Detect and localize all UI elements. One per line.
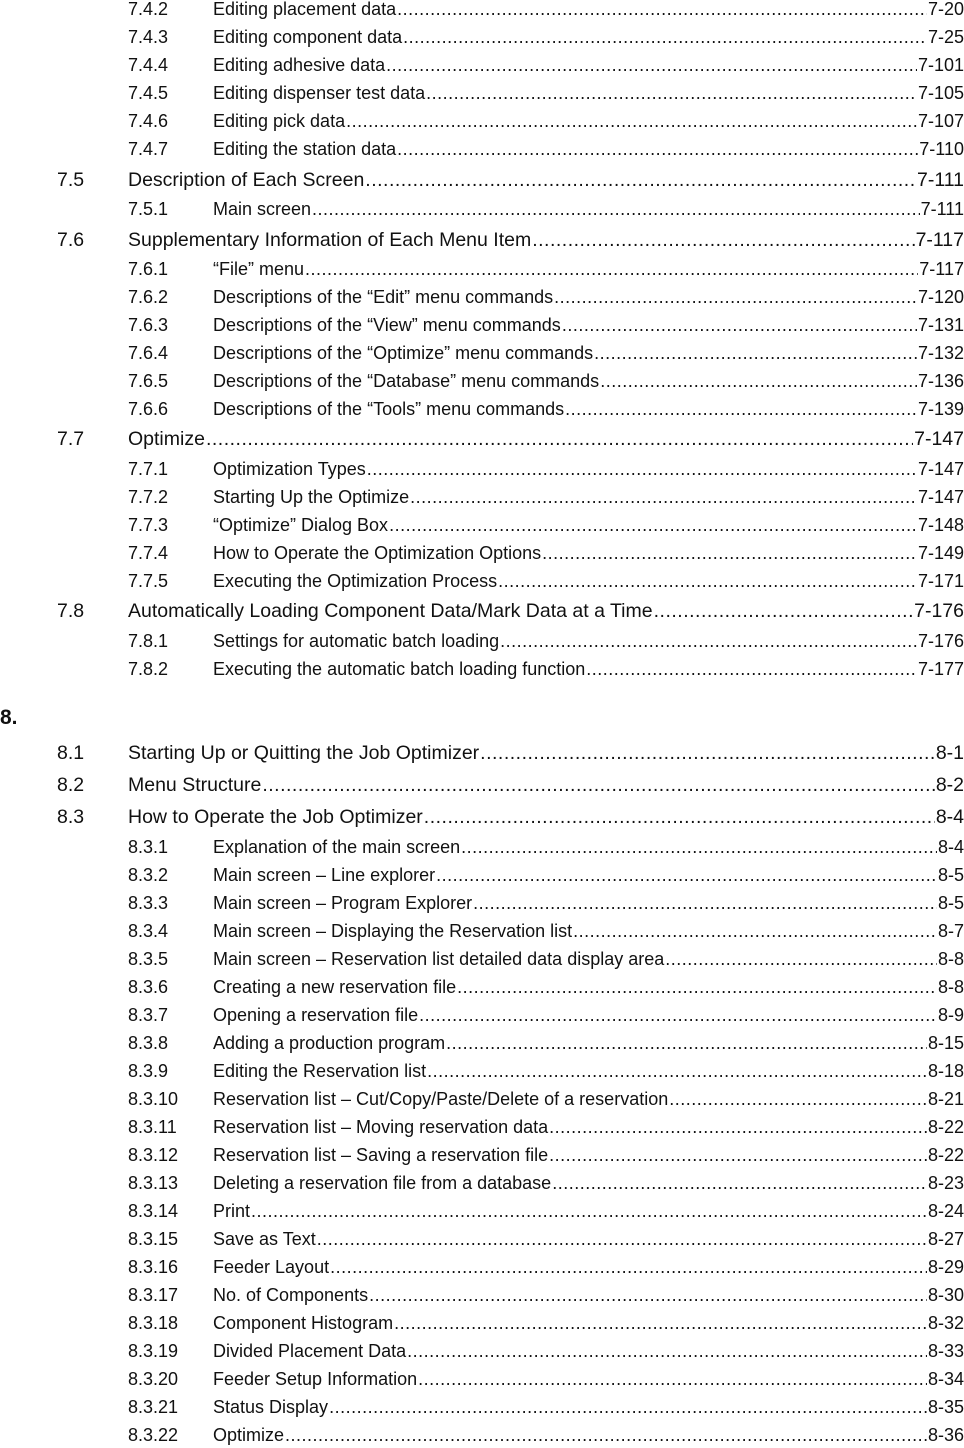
dot-leader — [542, 540, 917, 566]
toc-entry[interactable] — [57, 598, 964, 624]
dot-leader — [436, 862, 937, 888]
toc-entry[interactable] — [128, 1058, 964, 1084]
section-title[interactable]: Descriptions of the “Edit” menu commands — [213, 287, 554, 307]
toc-entry[interactable] — [128, 108, 964, 134]
page-number: 7-136 — [917, 371, 964, 391]
dot-leader — [586, 656, 917, 682]
page-number: 7-20 — [927, 0, 964, 19]
section-number: 7.5 — [57, 169, 85, 191]
toc-entry[interactable] — [128, 540, 964, 566]
toc-entry[interactable] — [128, 340, 964, 366]
toc-entry[interactable] — [128, 0, 964, 22]
page-number: 8-35 — [927, 1397, 964, 1417]
page-number: 7-25 — [927, 27, 964, 47]
page-number: 7-171 — [917, 571, 964, 591]
section-number: 7.4.6 — [128, 111, 169, 131]
dot-leader — [424, 804, 935, 830]
toc-entry[interactable] — [128, 1142, 964, 1168]
section-number: 8.3.22 — [128, 1425, 179, 1445]
dot-leader — [285, 1422, 927, 1448]
dot-leader — [367, 456, 917, 482]
dot-leader — [600, 368, 917, 394]
page-number: 7-131 — [917, 315, 964, 335]
page-number: 7-147 — [917, 487, 964, 507]
dot-leader — [532, 227, 914, 253]
page-number: 8-30 — [927, 1285, 964, 1305]
toc-entry[interactable] — [128, 24, 964, 50]
page-number: 8-34 — [927, 1369, 964, 1389]
section-title[interactable]: Executing the Optimization Process — [213, 571, 498, 591]
section-number: 7.7.3 — [128, 515, 169, 535]
section-number: 7.7.4 — [128, 543, 169, 563]
section-number: 8.3.12 — [128, 1145, 179, 1165]
dot-leader — [403, 24, 927, 50]
section-number: 7.4.3 — [128, 27, 169, 47]
page-number: 7-107 — [917, 111, 964, 131]
page-number: 8-22 — [927, 1145, 964, 1165]
section-title[interactable]: Feeder Layout — [213, 1257, 330, 1277]
toc-entry[interactable] — [128, 396, 964, 422]
toc-entry[interactable] — [128, 136, 964, 162]
dot-leader — [365, 167, 916, 193]
section-title[interactable]: Main screen – Line explorer — [213, 865, 436, 885]
toc-entry[interactable] — [128, 1394, 964, 1420]
section-number: 8.3.20 — [128, 1369, 179, 1389]
section-title[interactable]: Creating a new reservation file — [213, 977, 457, 997]
toc-entry[interactable] — [128, 946, 964, 972]
section-title[interactable]: “Optimize” Dialog Box — [213, 515, 389, 535]
dot-leader — [480, 740, 935, 766]
toc-entry[interactable] — [128, 512, 964, 538]
section-title[interactable]: Settings for automatic batch loading — [213, 631, 500, 651]
chapter-heading: 8. — [0, 706, 18, 729]
section-number: 7.7.5 — [128, 571, 169, 591]
dot-leader — [317, 1226, 927, 1252]
section-title[interactable]: Explanation of the main screen — [213, 837, 461, 857]
section-number: 7.6 — [57, 229, 85, 251]
page-number: 8-1 — [935, 742, 964, 764]
toc-entry[interactable] — [128, 456, 964, 482]
dot-leader — [206, 426, 913, 452]
section-number: 8.3.1 — [128, 837, 169, 857]
section-title[interactable]: Editing component data — [213, 27, 403, 47]
section-title[interactable]: How to Operate the Optimization Options — [213, 543, 542, 563]
section-number: 8.3.18 — [128, 1313, 179, 1333]
dot-leader — [397, 0, 927, 22]
dot-leader — [346, 108, 917, 134]
dot-leader — [419, 1002, 937, 1028]
toc-entry[interactable] — [128, 656, 964, 682]
toc-entry[interactable] — [57, 426, 964, 452]
page-number: 8-22 — [927, 1117, 964, 1137]
dot-leader — [665, 946, 937, 972]
dot-leader — [654, 598, 914, 624]
section-title[interactable]: “File” menu — [213, 259, 305, 279]
section-title[interactable]: Main screen — [213, 199, 312, 219]
dot-leader — [498, 568, 917, 594]
section-number: 7.8 — [57, 600, 85, 622]
dot-leader — [549, 1114, 927, 1140]
section-title[interactable]: Divided Placement Data — [213, 1341, 407, 1361]
section-title[interactable]: Editing dispenser test data — [213, 83, 426, 103]
section-number: 7.6.5 — [128, 371, 169, 391]
section-title[interactable]: Optimization Types — [213, 459, 366, 479]
toc-entry[interactable] — [128, 52, 964, 78]
page-number: 7-117 — [915, 229, 964, 251]
page-number: 8-18 — [927, 1061, 964, 1081]
section-number: 8.2 — [57, 774, 85, 796]
page-number: 7-176 — [917, 631, 964, 651]
page-number: 8-7 — [937, 921, 964, 941]
section-title[interactable]: Save as Text — [213, 1229, 316, 1249]
dot-leader — [594, 340, 917, 366]
dot-leader — [554, 284, 917, 310]
dot-leader — [461, 834, 937, 860]
toc-entry[interactable] — [128, 568, 964, 594]
section-title[interactable]: Editing the Reservation list — [213, 1061, 427, 1081]
dot-leader — [386, 52, 917, 78]
section-title[interactable]: Menu Structure — [128, 774, 262, 796]
toc-entry[interactable] — [57, 772, 964, 798]
section-number: 8.3.10 — [128, 1089, 179, 1109]
page-number: 8-15 — [927, 1033, 964, 1053]
section-title[interactable]: Supplementary Information of Each Menu Item — [128, 229, 532, 251]
section-number: 8.3.11 — [128, 1117, 177, 1137]
section-number: 8.3.6 — [128, 977, 169, 997]
section-title[interactable]: Descriptions of the “View” menu commands — [213, 315, 561, 335]
dot-leader — [500, 628, 917, 654]
toc-entry[interactable] — [128, 628, 964, 654]
toc-entry[interactable] — [128, 1030, 964, 1056]
dot-leader — [407, 1338, 927, 1364]
dot-leader — [418, 1366, 927, 1392]
toc-entry[interactable] — [128, 1338, 964, 1364]
toc-entry[interactable] — [128, 1282, 964, 1308]
page-number: 7-110 — [919, 139, 964, 159]
section-number: 7.8.2 — [128, 659, 169, 679]
page-number: 8-27 — [927, 1229, 964, 1249]
dot-leader — [397, 136, 918, 162]
section-number: 7.6.3 — [128, 315, 169, 335]
page-number: 8-29 — [927, 1257, 964, 1277]
section-number: 7.5.1 — [128, 199, 169, 219]
page-number: 8-5 — [937, 865, 964, 885]
page-number: 7-148 — [917, 515, 964, 535]
section-title[interactable]: Descriptions of the “Database” menu commands — [213, 371, 600, 391]
section-title[interactable]: Component Histogram — [213, 1313, 394, 1333]
page-number: 7-147 — [914, 428, 964, 450]
page-number: 8-5 — [937, 893, 964, 913]
toc-entry[interactable] — [128, 1366, 964, 1392]
section-title[interactable]: Main screen – Displaying the Reservation list — [213, 921, 573, 941]
dot-leader — [427, 1058, 927, 1084]
toc-entry[interactable] — [128, 284, 964, 310]
page-number: 8-33 — [927, 1341, 964, 1361]
page-number: 8-24 — [927, 1201, 964, 1221]
section-title[interactable]: Deleting a reservation file from a database — [213, 1173, 552, 1193]
section-title[interactable]: Editing pick data — [213, 111, 346, 131]
section-number: 8.3 — [57, 806, 85, 828]
section-title[interactable]: Main screen – Reservation list detailed data display area — [213, 949, 665, 969]
page-number: 7-105 — [917, 83, 964, 103]
page-number: 7-117 — [919, 259, 964, 279]
section-title[interactable]: Starting Up the Optimize — [213, 487, 410, 507]
dot-leader — [669, 1086, 927, 1112]
page-number: 8-21 — [927, 1089, 964, 1109]
section-number: 7.8.1 — [128, 631, 169, 651]
section-title[interactable]: Reservation list – Moving reservation data — [213, 1117, 549, 1137]
section-number: 8.3.16 — [128, 1257, 179, 1277]
section-number: 8.3.19 — [128, 1341, 179, 1361]
toc-entry[interactable] — [128, 1198, 964, 1224]
dot-leader — [565, 396, 917, 422]
dot-leader — [329, 1394, 927, 1420]
section-number: 7.7.2 — [128, 487, 169, 507]
section-number: 8.3.17 — [128, 1285, 179, 1305]
dot-leader — [549, 1142, 927, 1168]
section-title[interactable]: Editing adhesive data — [213, 55, 386, 75]
toc-entry[interactable] — [128, 974, 964, 1000]
toc-entry[interactable] — [128, 1086, 964, 1112]
section-title[interactable]: Executing the automatic batch loading function — [213, 659, 586, 679]
toc-entry[interactable] — [128, 1114, 964, 1140]
section-title[interactable]: Automatically Loading Component Data/Mark Data at a Time — [128, 600, 653, 622]
toc-entry[interactable] — [128, 1002, 964, 1028]
dot-leader — [562, 312, 917, 338]
toc-entry[interactable] — [57, 804, 964, 830]
page-number: 8-8 — [937, 977, 964, 997]
section-title[interactable]: Starting Up or Quitting the Job Optimizer — [128, 742, 480, 764]
section-number: 7.7.1 — [128, 459, 169, 479]
page-number: 8-23 — [927, 1173, 964, 1193]
page-number: 7-147 — [917, 459, 964, 479]
section-title[interactable]: Reservation list – Saving a reservation file — [213, 1145, 549, 1165]
dot-leader — [330, 1254, 927, 1280]
dot-leader — [457, 974, 937, 1000]
dot-leader — [410, 484, 917, 510]
toc-entry[interactable] — [57, 740, 964, 766]
section-number: 8.3.9 — [128, 1061, 169, 1081]
section-title[interactable]: Editing the station data — [213, 139, 397, 159]
toc-entry[interactable] — [128, 918, 964, 944]
page-number: 8-4 — [937, 837, 964, 857]
toc-entry[interactable] — [128, 256, 964, 282]
toc-entry[interactable] — [128, 1226, 964, 1252]
dot-leader — [573, 918, 937, 944]
page-number: 8-8 — [937, 949, 964, 969]
section-title[interactable]: Opening a reservation file — [213, 1005, 419, 1025]
section-number: 7.4.7 — [128, 139, 169, 159]
toc-entry[interactable] — [128, 484, 964, 510]
page-number: 8-9 — [937, 1005, 964, 1025]
toc-entry[interactable] — [128, 1422, 964, 1448]
page-number: 7-101 — [917, 55, 964, 75]
dot-leader — [446, 1030, 927, 1056]
page-number: 8-4 — [935, 806, 964, 828]
section-title[interactable]: Adding a production program — [213, 1033, 446, 1053]
section-number: 7.6.4 — [128, 343, 169, 363]
section-number: 7.6.1 — [128, 259, 169, 279]
page-number: 7-176 — [914, 600, 964, 622]
dot-leader — [305, 256, 918, 282]
section-number: 7.4.4 — [128, 55, 169, 75]
page-number: 7-132 — [917, 343, 964, 363]
section-title[interactable]: Main screen – Program Explorer — [213, 893, 473, 913]
toc-entry[interactable] — [128, 834, 964, 860]
section-number: 7.4.5 — [128, 83, 169, 103]
toc-entry[interactable] — [128, 1310, 964, 1336]
dot-leader — [369, 1282, 927, 1308]
section-number: 8.3.7 — [128, 1005, 169, 1025]
toc-entry[interactable] — [57, 227, 964, 253]
section-title[interactable]: How to Operate the Job Optimizer — [128, 806, 423, 828]
section-title[interactable]: Description of Each Screen — [128, 169, 365, 191]
page-number: 7-120 — [917, 287, 964, 307]
toc-entry[interactable] — [57, 167, 964, 193]
section-number: 7.6.2 — [128, 287, 169, 307]
dot-leader — [389, 512, 917, 538]
dot-leader — [394, 1310, 927, 1336]
section-number: 8.3.8 — [128, 1033, 169, 1053]
section-title[interactable]: Feeder Setup Information — [213, 1369, 418, 1389]
dot-leader — [262, 772, 935, 798]
section-number: 7.6.6 — [128, 399, 169, 419]
section-title[interactable]: Optimize — [213, 1425, 285, 1445]
page-number: 8-2 — [935, 774, 964, 796]
toc-entry[interactable] — [128, 312, 964, 338]
section-title[interactable]: Descriptions of the “Tools” menu commands — [213, 399, 565, 419]
section-title[interactable]: Print — [213, 1201, 251, 1221]
dot-leader — [552, 1170, 927, 1196]
dot-leader — [426, 80, 917, 106]
section-number: 8.3.14 — [128, 1201, 179, 1221]
dot-leader — [312, 196, 920, 222]
toc-entry[interactable] — [128, 890, 964, 916]
page-number: 7-111 — [920, 199, 964, 219]
section-number: 8.3.13 — [128, 1173, 179, 1193]
section-number: 8.3.15 — [128, 1229, 179, 1249]
section-title[interactable]: Status Display — [213, 1397, 329, 1417]
section-number: 7.7 — [57, 428, 85, 450]
toc-entry[interactable] — [128, 80, 964, 106]
page-number: 7-111 — [917, 169, 964, 191]
page-number: 7-139 — [917, 399, 964, 419]
section-title[interactable]: Optimize — [128, 428, 205, 450]
toc-entry[interactable] — [128, 1170, 964, 1196]
toc-entry[interactable] — [128, 1254, 964, 1280]
page-number: 8-36 — [927, 1425, 964, 1445]
section-number: 8.3.5 — [128, 949, 169, 969]
section-number: 8.3.3 — [128, 893, 169, 913]
toc-entry[interactable] — [128, 862, 964, 888]
section-number: 8.3.4 — [128, 921, 169, 941]
toc-entry[interactable] — [128, 368, 964, 394]
section-title[interactable]: Reservation list – Cut/Copy/Paste/Delete of a reservation — [213, 1089, 669, 1109]
section-title[interactable]: Editing placement data — [213, 0, 397, 19]
section-number: 8.1 — [57, 742, 85, 764]
section-title[interactable]: No. of Components — [213, 1285, 369, 1305]
toc-entry[interactable] — [128, 196, 964, 222]
dot-leader — [473, 890, 937, 916]
section-number: 8.3.2 — [128, 865, 169, 885]
section-number: 8.3.21 — [128, 1397, 179, 1417]
page-number: 8-32 — [927, 1313, 964, 1333]
section-number: 7.4.2 — [128, 0, 169, 19]
page-number: 7-149 — [917, 543, 964, 563]
page-number: 7-177 — [917, 659, 964, 679]
dot-leader — [251, 1198, 927, 1224]
section-title[interactable]: Descriptions of the “Optimize” menu commands — [213, 343, 594, 363]
